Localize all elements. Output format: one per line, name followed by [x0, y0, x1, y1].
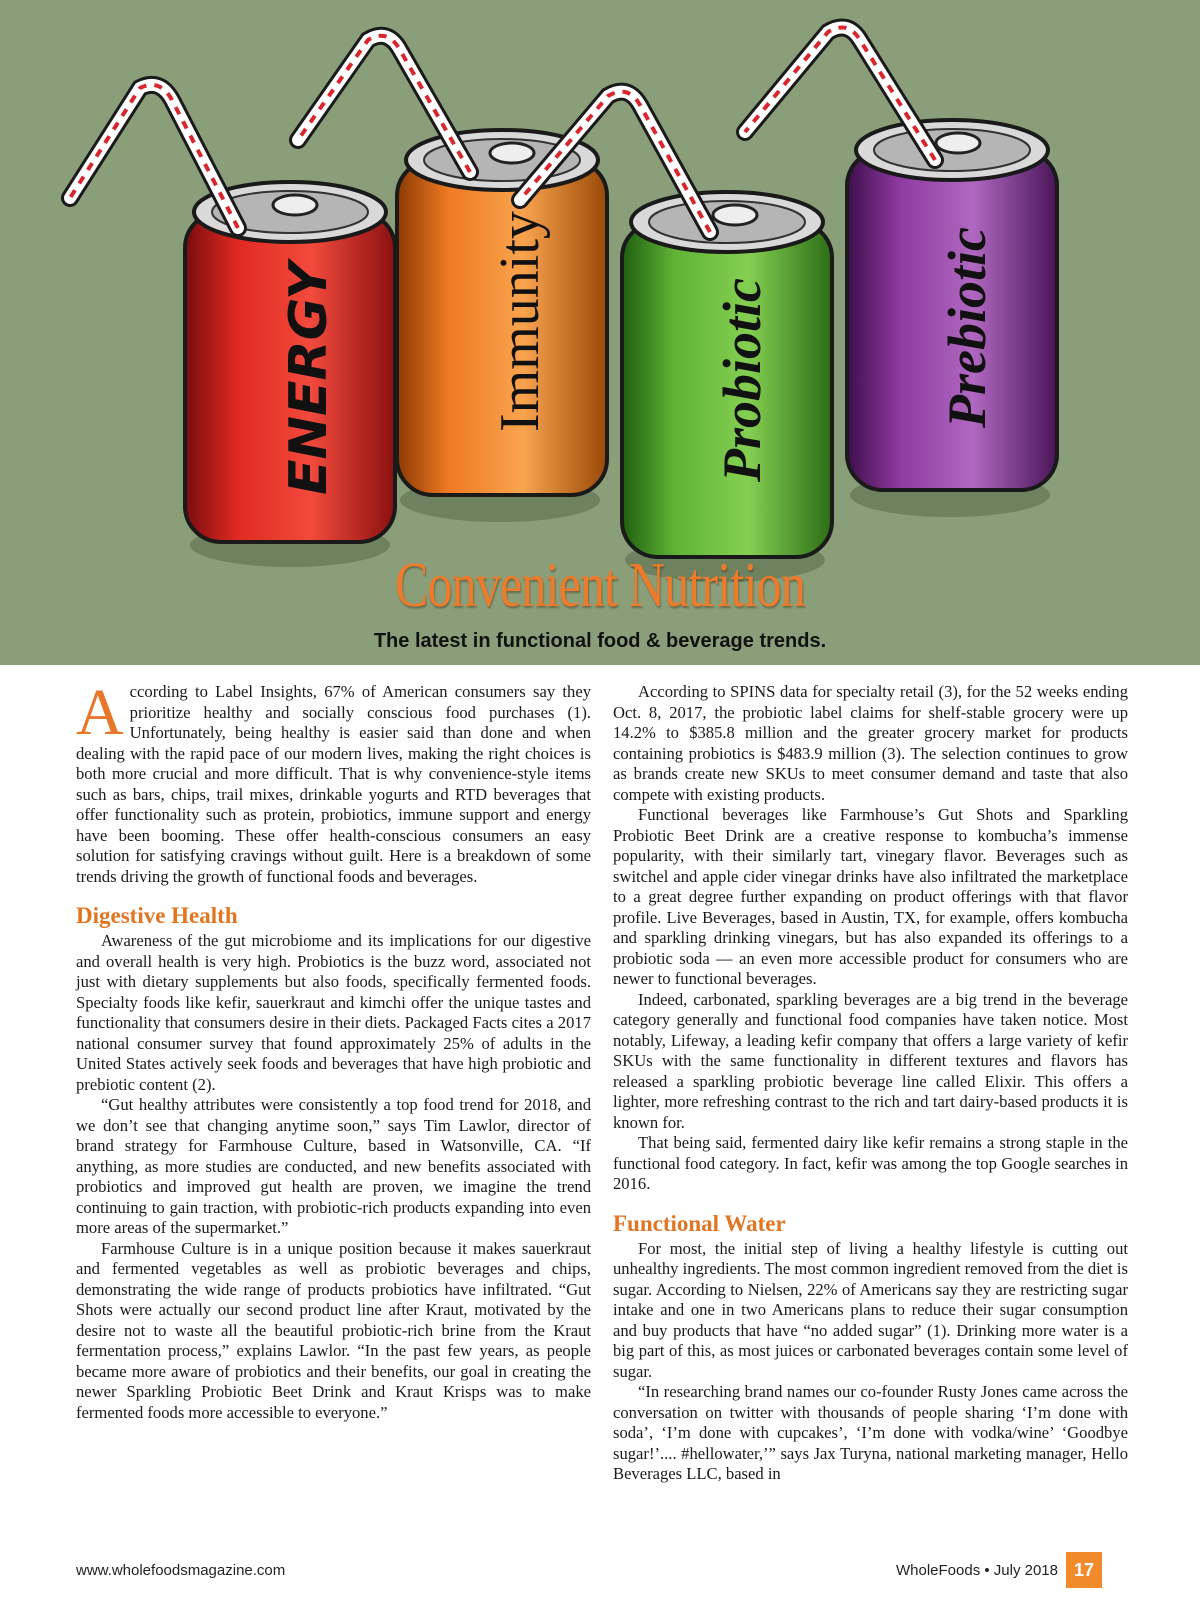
section-heading-digestive-health: Digestive Health [76, 903, 238, 928]
drop-cap: A [76, 676, 124, 749]
paragraph: “Gut healthy attributes were consistently a top food trend for 2018, and we don’t see that changing anytime soon,” says Tim Lawlor, director of brand strategy for Farmhouse Culture, based in Watsonville, CA. “If anything, as more studies are conducted, and new benefits associated with probiotics and improved gut health are proven, we imagine the trend continuing to gain traction, with probiotic-rich products expanding into even more areas of the supermarket.” [76, 1095, 591, 1237]
hero-illustration [0, 0, 1200, 665]
paragraph: Awareness of the gut microbiome and its implications for our digestive and overall health is very high. Probiotics is the buzz word, associated not just with dietary supplements but also foods, specifically fermented foods. Specialty foods like kefir, sauerkraut and kimchi offer the unique tastes and functionality that consumers desire in their diets. Packaged Facts cites a 2017 national consumer survey that found approximately 25% of adults in the United States actively seek foods and beverages that have high probiotic and prebiotic content (2). [76, 931, 591, 1094]
page-footer [76, 1552, 1126, 1592]
paragraph: Indeed, carbonated, sparkling beverages are a big trend in the beverage category generally and functional food companies have taken notice. Most notably, Lifeway, a leading kefir company that offers a large variety of kefir SKUs with the same functionality in different textures and flavors has released a sparkling probiotic beverage line called Elixir. This offers a lighter, more refreshing contrast to the rich and tart dairy-based products it is known for. [613, 989, 1128, 1132]
paragraph: For most, the initial step of living a healthy lifestyle is cutting out unhealthy ingredients. The most common ingredient removed from the diet is sugar. According to Nielsen, 22% of Americans say they are restricting sugar intake and one in two Americans plans to reduce their sugar consumption and buy products that have “no added sugar” (1). Drinking more water is a big part of this, as most juices or carbonated beverages contain some level of sugar. [613, 1238, 1128, 1381]
left-column [76, 676, 591, 1423]
footer-url[interactable]: www.wholefoodsmagazine.com [76, 1562, 286, 1579]
paragraph: “In researching brand names our co-founder Rusty Jones came across the conversation on twitter with thousands of people sharing ‘I’m done with soda’, ‘I’m done with cupcakes’, ‘I’m done with vodka/wine’ ‘Goodbye sugar!’.... #hellowater,’” says Jax Turyna, national marketing manager, Hello Beverages LLC, based in [613, 1382, 1128, 1483]
section-heading-functional-water: Functional Water [613, 1210, 786, 1236]
intro-paragraph: According to Label Insights, 67% of American consumers say they prioritize healthy and socially conscious food purchases (1). Unfortunately, being healthy is easier said than done and when dealing with the rapid pace of our modern lives, making the right choices is both more crucial and more difficult. That is why convenience-style items such as bars, chips, trail mixes, drinkable yogurts and RTD beverages that offer functionality such as protein, probiotics, immune support and energy have been booming. These offer health-conscious consumers an easy solution for satisfying cravings without guilt. Here is a breakdown of some trends driving the growth of functional foods and beverages. [76, 676, 591, 886]
paragraph: Functional beverages like Farmhouse’s Gut Shots and Sparkling Probiotic Beet Drink are a creative response to kombucha’s immense popularity, with their similarly tart, vinegary flavor. Beverages such as switchel and apple cider vinegar drinks have also infiltrated the marketplace to a great degree further expanding on product offerings with that flavor profile. Live Beverages, based in Austin, TX, for example, offers kombucha and sparkling drinking vinegars, but has also expanded its offerings to a probiotic soda — an even more accessible product for consumers who are newer to functional beverages. [613, 805, 1128, 988]
article-subtitle: The latest in functional food & beverage trends. [373, 630, 827, 652]
page-number: 17 [1066, 1552, 1102, 1588]
can-label-probiotic: Probiotic [712, 278, 772, 482]
paragraph: That being said, fermented dairy like kefir remains a strong staple in the functional food category. In fact, kefir was among the top Google searches in 2016. [613, 1133, 1128, 1193]
article-title: Convenient Nutrition [394, 549, 806, 620]
paragraph: Farmhouse Culture is in a unique position because it makes sauerkraut and fermented vegetables as well as probiotic beverages and chips, demonstrating the wide range of products probiotics have infiltrated. “Gut Shots were actually our second product line after Kraut, motivated by the desire not to waste all the beautiful probiotic-rich brine from the Kraut fermentation process,” explains Lawlor. “In the past few years, as people became more aware of probiotics and their benefits, our goal in creating the newer Sparkling Probiotic Beet Drink and Kraut Krisps was to make fermented foods more accessible to everyone.” [76, 1238, 591, 1422]
can-label-immunity: Immunity [489, 211, 551, 432]
can-label-prebiotic: Prebiotic [937, 227, 997, 428]
energy-can [70, 85, 395, 567]
can-label-energy: ENERGY [279, 262, 339, 495]
paragraph: According to SPINS data for specialty retail (3), for the 52 weeks ending Oct. 8, 2017, the probiotic label claims for shelf-stable grocery were up 14.2% to $385.8 million and the greater grocery market for products containing probiotics is $483.9 million (3). The selection continues to grow as brands create new SKUs to meet consumer demand and taste that also compete with existing products. [613, 682, 1128, 804]
footer-magazine-issue: WholeFoods • July 2018 [895, 1562, 1058, 1579]
right-column [613, 682, 1128, 1485]
